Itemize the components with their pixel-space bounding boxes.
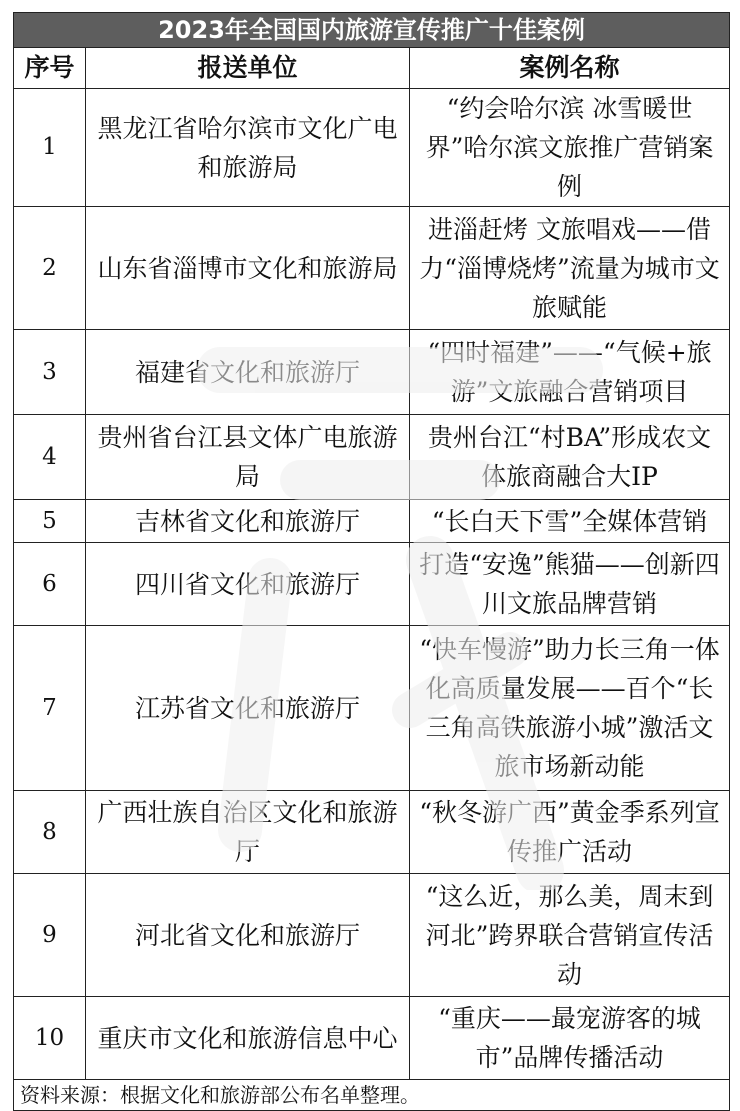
row-case: “约会哈尔滨 冰雪暖世界”哈尔滨文旅推广营销案例 (410, 89, 730, 207)
row-case: “长白天下雪”全媒体营销 (410, 500, 730, 543)
row-unit: 江苏省文化和旅游厅 (86, 626, 410, 791)
row-unit: 贵州省台江县文体广电旅游局 (86, 415, 410, 500)
row-case: “秋冬游广西”黄金季系列宣传推广活动 (410, 791, 730, 874)
table-row (14, 415, 730, 500)
row-case: “快车慢游”助力长三角一体化高质量发展——百个“长三角高铁旅游小城”激活文旅市场新动能 (410, 626, 730, 791)
row-case: “重庆——最宠游客的城市”品牌传播活动 (410, 997, 730, 1080)
table-container (13, 12, 729, 1111)
title-row (14, 13, 730, 48)
header-unit: 报送单位 (86, 48, 410, 89)
row-number: 6 (14, 543, 86, 626)
table-row (14, 997, 730, 1080)
row-number: 10 (14, 997, 86, 1080)
row-number: 1 (14, 89, 86, 207)
row-number: 9 (14, 874, 86, 997)
row-number: 4 (14, 415, 86, 500)
row-case: 打造“安逸”熊猫——创新四川文旅品牌营销 (410, 543, 730, 626)
row-number: 2 (14, 207, 86, 330)
header-row (14, 48, 730, 89)
row-unit: 广西壮族自治区文化和旅游厅 (86, 791, 410, 874)
table-row (14, 89, 730, 207)
table-title: 2023年全国国内旅游宣传推广十佳案例 (14, 13, 730, 48)
row-number: 7 (14, 626, 86, 791)
row-case: 进淄赶烤 文旅唱戏——借力“淄博烧烤”流量为城市文旅赋能 (410, 207, 730, 330)
row-unit: 山东省淄博市文化和旅游局 (86, 207, 410, 330)
table-row (14, 874, 730, 997)
table-row (14, 626, 730, 791)
table-row (14, 207, 730, 330)
row-unit: 河北省文化和旅游厅 (86, 874, 410, 997)
row-unit: 四川省文化和旅游厅 (86, 543, 410, 626)
table-row (14, 500, 730, 543)
row-number: 8 (14, 791, 86, 874)
row-case: 贵州台江“村BA”形成农文体旅商融合大IP (410, 415, 730, 500)
row-unit: 黑龙江省哈尔滨市文化广电和旅游局 (86, 89, 410, 207)
source-row (14, 1080, 730, 1111)
table-row (14, 543, 730, 626)
row-number: 5 (14, 500, 86, 543)
source-note: 资料来源：根据文化和旅游部公布名单整理。 (14, 1080, 730, 1111)
row-unit: 福建省文化和旅游厅 (86, 330, 410, 415)
row-case: “四时福建”——“气候+旅游”文旅融合营销项目 (410, 330, 730, 415)
header-case: 案例名称 (410, 48, 730, 89)
row-unit: 吉林省文化和旅游厅 (86, 500, 410, 543)
table-row (14, 330, 730, 415)
header-number: 序号 (14, 48, 86, 89)
row-case: “这么近，那么美，周末到河北”跨界联合营销宣传活动 (410, 874, 730, 997)
row-unit: 重庆市文化和旅游信息中心 (86, 997, 410, 1080)
ranking-table (13, 12, 730, 1111)
row-number: 3 (14, 330, 86, 415)
table-row (14, 791, 730, 874)
